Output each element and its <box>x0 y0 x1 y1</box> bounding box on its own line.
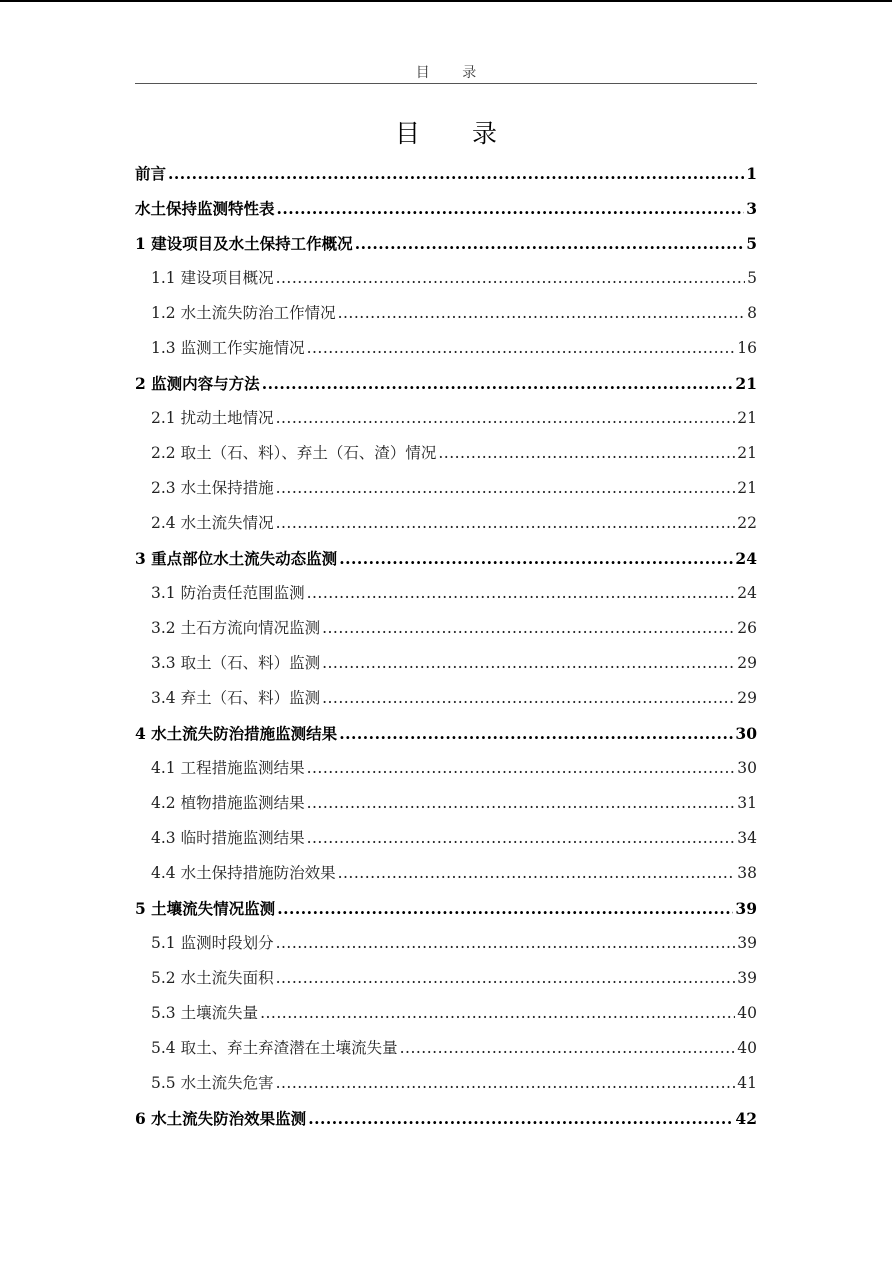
toc-entry-label: 2 监测内容与方法 <box>135 374 260 393</box>
toc-entry-label: 5.4 取土、弃土弃渣潜在土壤流失量 <box>151 1039 398 1057</box>
toc-entry-page: 24 <box>735 549 757 568</box>
toc-dot-leader <box>168 156 744 191</box>
toc-dot-leader <box>277 891 733 926</box>
toc-section-entry[interactable] <box>135 611 757 646</box>
toc-dot-leader <box>276 961 736 996</box>
toc-entry-label: 4.3 临时措施监测结果 <box>151 829 305 847</box>
toc-entry-page: 5 <box>746 234 757 253</box>
toc-chapter-entry[interactable] <box>135 226 757 261</box>
toc-entry-label: 5.3 土壤流失量 <box>151 1004 259 1022</box>
toc-dot-leader <box>339 716 733 751</box>
page-top-border <box>0 0 892 2</box>
toc-title: 目 录 <box>395 119 519 148</box>
toc-entry-label: 4 水土流失防治措施监测结果 <box>135 724 338 743</box>
toc-section-entry[interactable] <box>135 681 757 716</box>
toc-chapter-entry[interactable] <box>135 1101 757 1136</box>
toc-dot-leader <box>339 541 733 576</box>
toc-dot-leader <box>276 1066 736 1101</box>
toc-entry-page: 26 <box>737 619 757 637</box>
toc-section-entry[interactable] <box>135 856 757 891</box>
toc-dot-leader <box>276 926 736 961</box>
header-rule <box>135 83 757 84</box>
toc-dot-leader <box>355 226 745 261</box>
toc-chapter-entry[interactable] <box>135 156 757 191</box>
toc-entry-label: 3.2 土石方流向情况监测 <box>151 619 321 637</box>
toc-entry-page: 3 <box>746 199 757 218</box>
toc-dot-leader <box>307 576 736 611</box>
toc-dot-leader <box>338 296 746 331</box>
toc-entry-page: 16 <box>737 339 757 357</box>
toc-entry-page: 34 <box>737 829 757 847</box>
toc-section-entry[interactable] <box>135 961 757 996</box>
toc-chapter-entry[interactable] <box>135 891 757 926</box>
toc-entry-label: 5.5 水土流失危害 <box>151 1074 274 1092</box>
toc-entry-label: 水土保持监测特性表 <box>135 199 275 218</box>
toc-dot-leader <box>438 436 735 471</box>
toc-dot-leader <box>276 471 736 506</box>
table-of-contents <box>135 156 757 1136</box>
toc-section-entry[interactable] <box>135 261 757 296</box>
toc-entry-label: 3.4 弃土（石、料）监测 <box>151 689 321 707</box>
toc-entry-page: 41 <box>737 1074 757 1092</box>
toc-entry-page: 21 <box>737 479 757 497</box>
toc-dot-leader <box>338 856 736 891</box>
toc-dot-leader <box>400 1031 736 1066</box>
toc-section-entry[interactable] <box>135 926 757 961</box>
toc-entry-page: 40 <box>737 1039 757 1057</box>
toc-entry-label: 1 建设项目及水土保持工作概况 <box>135 234 353 253</box>
toc-entry-page: 39 <box>737 969 757 987</box>
toc-section-entry[interactable] <box>135 506 757 541</box>
toc-chapter-entry[interactable] <box>135 366 757 401</box>
toc-entry-label: 5 土壤流失情况监测 <box>135 899 276 918</box>
toc-dot-leader <box>322 611 735 646</box>
toc-entry-page: 21 <box>737 444 757 462</box>
toc-dot-leader <box>276 401 736 436</box>
toc-section-entry[interactable] <box>135 436 757 471</box>
toc-dot-leader <box>307 751 736 786</box>
toc-section-entry[interactable] <box>135 786 757 821</box>
toc-entry-label: 2.3 水土保持措施 <box>151 479 274 497</box>
toc-dot-leader <box>308 1101 733 1136</box>
toc-section-entry[interactable] <box>135 576 757 611</box>
toc-entry-label: 3 重点部位水土流失动态监测 <box>135 549 338 568</box>
toc-entry-label: 5.2 水土流失面积 <box>151 969 274 987</box>
toc-chapter-entry[interactable] <box>135 191 757 226</box>
toc-entry-page: 30 <box>737 759 757 777</box>
toc-section-entry[interactable] <box>135 331 757 366</box>
toc-section-entry[interactable] <box>135 471 757 506</box>
toc-entry-label: 4.4 水土保持措施防治效果 <box>151 864 336 882</box>
toc-section-entry[interactable] <box>135 996 757 1031</box>
toc-dot-leader <box>307 786 736 821</box>
toc-entry-label: 4.1 工程措施监测结果 <box>151 759 305 777</box>
toc-entry-label: 1.1 建设项目概况 <box>151 269 274 287</box>
toc-entry-label: 2.1 扰动土地情况 <box>151 409 274 427</box>
toc-entry-label: 4.2 植物措施监测结果 <box>151 794 305 812</box>
toc-entry-page: 30 <box>735 724 757 743</box>
toc-entry-label: 3.3 取土（石、料）监测 <box>151 654 321 672</box>
toc-entry-page: 21 <box>737 409 757 427</box>
toc-dot-leader <box>262 366 734 401</box>
toc-entry-page: 22 <box>737 514 757 532</box>
toc-entry-page: 21 <box>735 374 757 393</box>
toc-entry-page: 40 <box>737 1004 757 1022</box>
toc-section-entry[interactable] <box>135 646 757 681</box>
toc-dot-leader <box>307 821 736 856</box>
toc-entry-page: 38 <box>737 864 757 882</box>
toc-entry-page: 29 <box>737 689 757 707</box>
toc-dot-leader <box>260 996 735 1031</box>
toc-chapter-entry[interactable] <box>135 716 757 751</box>
toc-entry-page: 42 <box>735 1109 757 1128</box>
toc-entry-label: 1.2 水土流失防治工作情况 <box>151 304 336 322</box>
toc-entry-label: 2.2 取土（石、料）、弃土（石、渣）情况 <box>151 444 437 462</box>
toc-dot-leader <box>276 261 746 296</box>
toc-entry-label: 前言 <box>135 164 167 183</box>
toc-entry-page: 39 <box>737 934 757 952</box>
toc-dot-leader <box>322 681 735 716</box>
toc-entry-page: 5 <box>747 269 757 287</box>
running-header: 目 录 <box>415 65 491 81</box>
toc-chapter-entry[interactable] <box>135 541 757 576</box>
toc-section-entry[interactable] <box>135 821 757 856</box>
toc-entry-label: 3.1 防治责任范围监测 <box>151 584 305 602</box>
toc-section-entry[interactable] <box>135 401 757 436</box>
toc-entry-page: 39 <box>735 899 757 918</box>
toc-entry-page: 1 <box>746 164 757 183</box>
toc-section-entry[interactable] <box>135 751 757 786</box>
toc-dot-leader <box>307 331 736 366</box>
toc-dot-leader <box>277 191 745 226</box>
toc-section-entry[interactable] <box>135 296 757 331</box>
toc-entry-page: 31 <box>737 794 757 812</box>
toc-section-entry[interactable] <box>135 1031 757 1066</box>
toc-entry-page: 8 <box>747 304 757 322</box>
toc-entry-page: 24 <box>737 584 757 602</box>
toc-entry-page: 29 <box>737 654 757 672</box>
toc-dot-leader <box>276 506 736 541</box>
toc-dot-leader <box>322 646 735 681</box>
toc-entry-label: 5.1 监测时段划分 <box>151 934 274 952</box>
toc-entry-label: 2.4 水土流失情况 <box>151 514 274 532</box>
toc-section-entry[interactable] <box>135 1066 757 1101</box>
toc-entry-label: 6 水土流失防治效果监测 <box>135 1109 307 1128</box>
toc-entry-label: 1.3 监测工作实施情况 <box>151 339 305 357</box>
